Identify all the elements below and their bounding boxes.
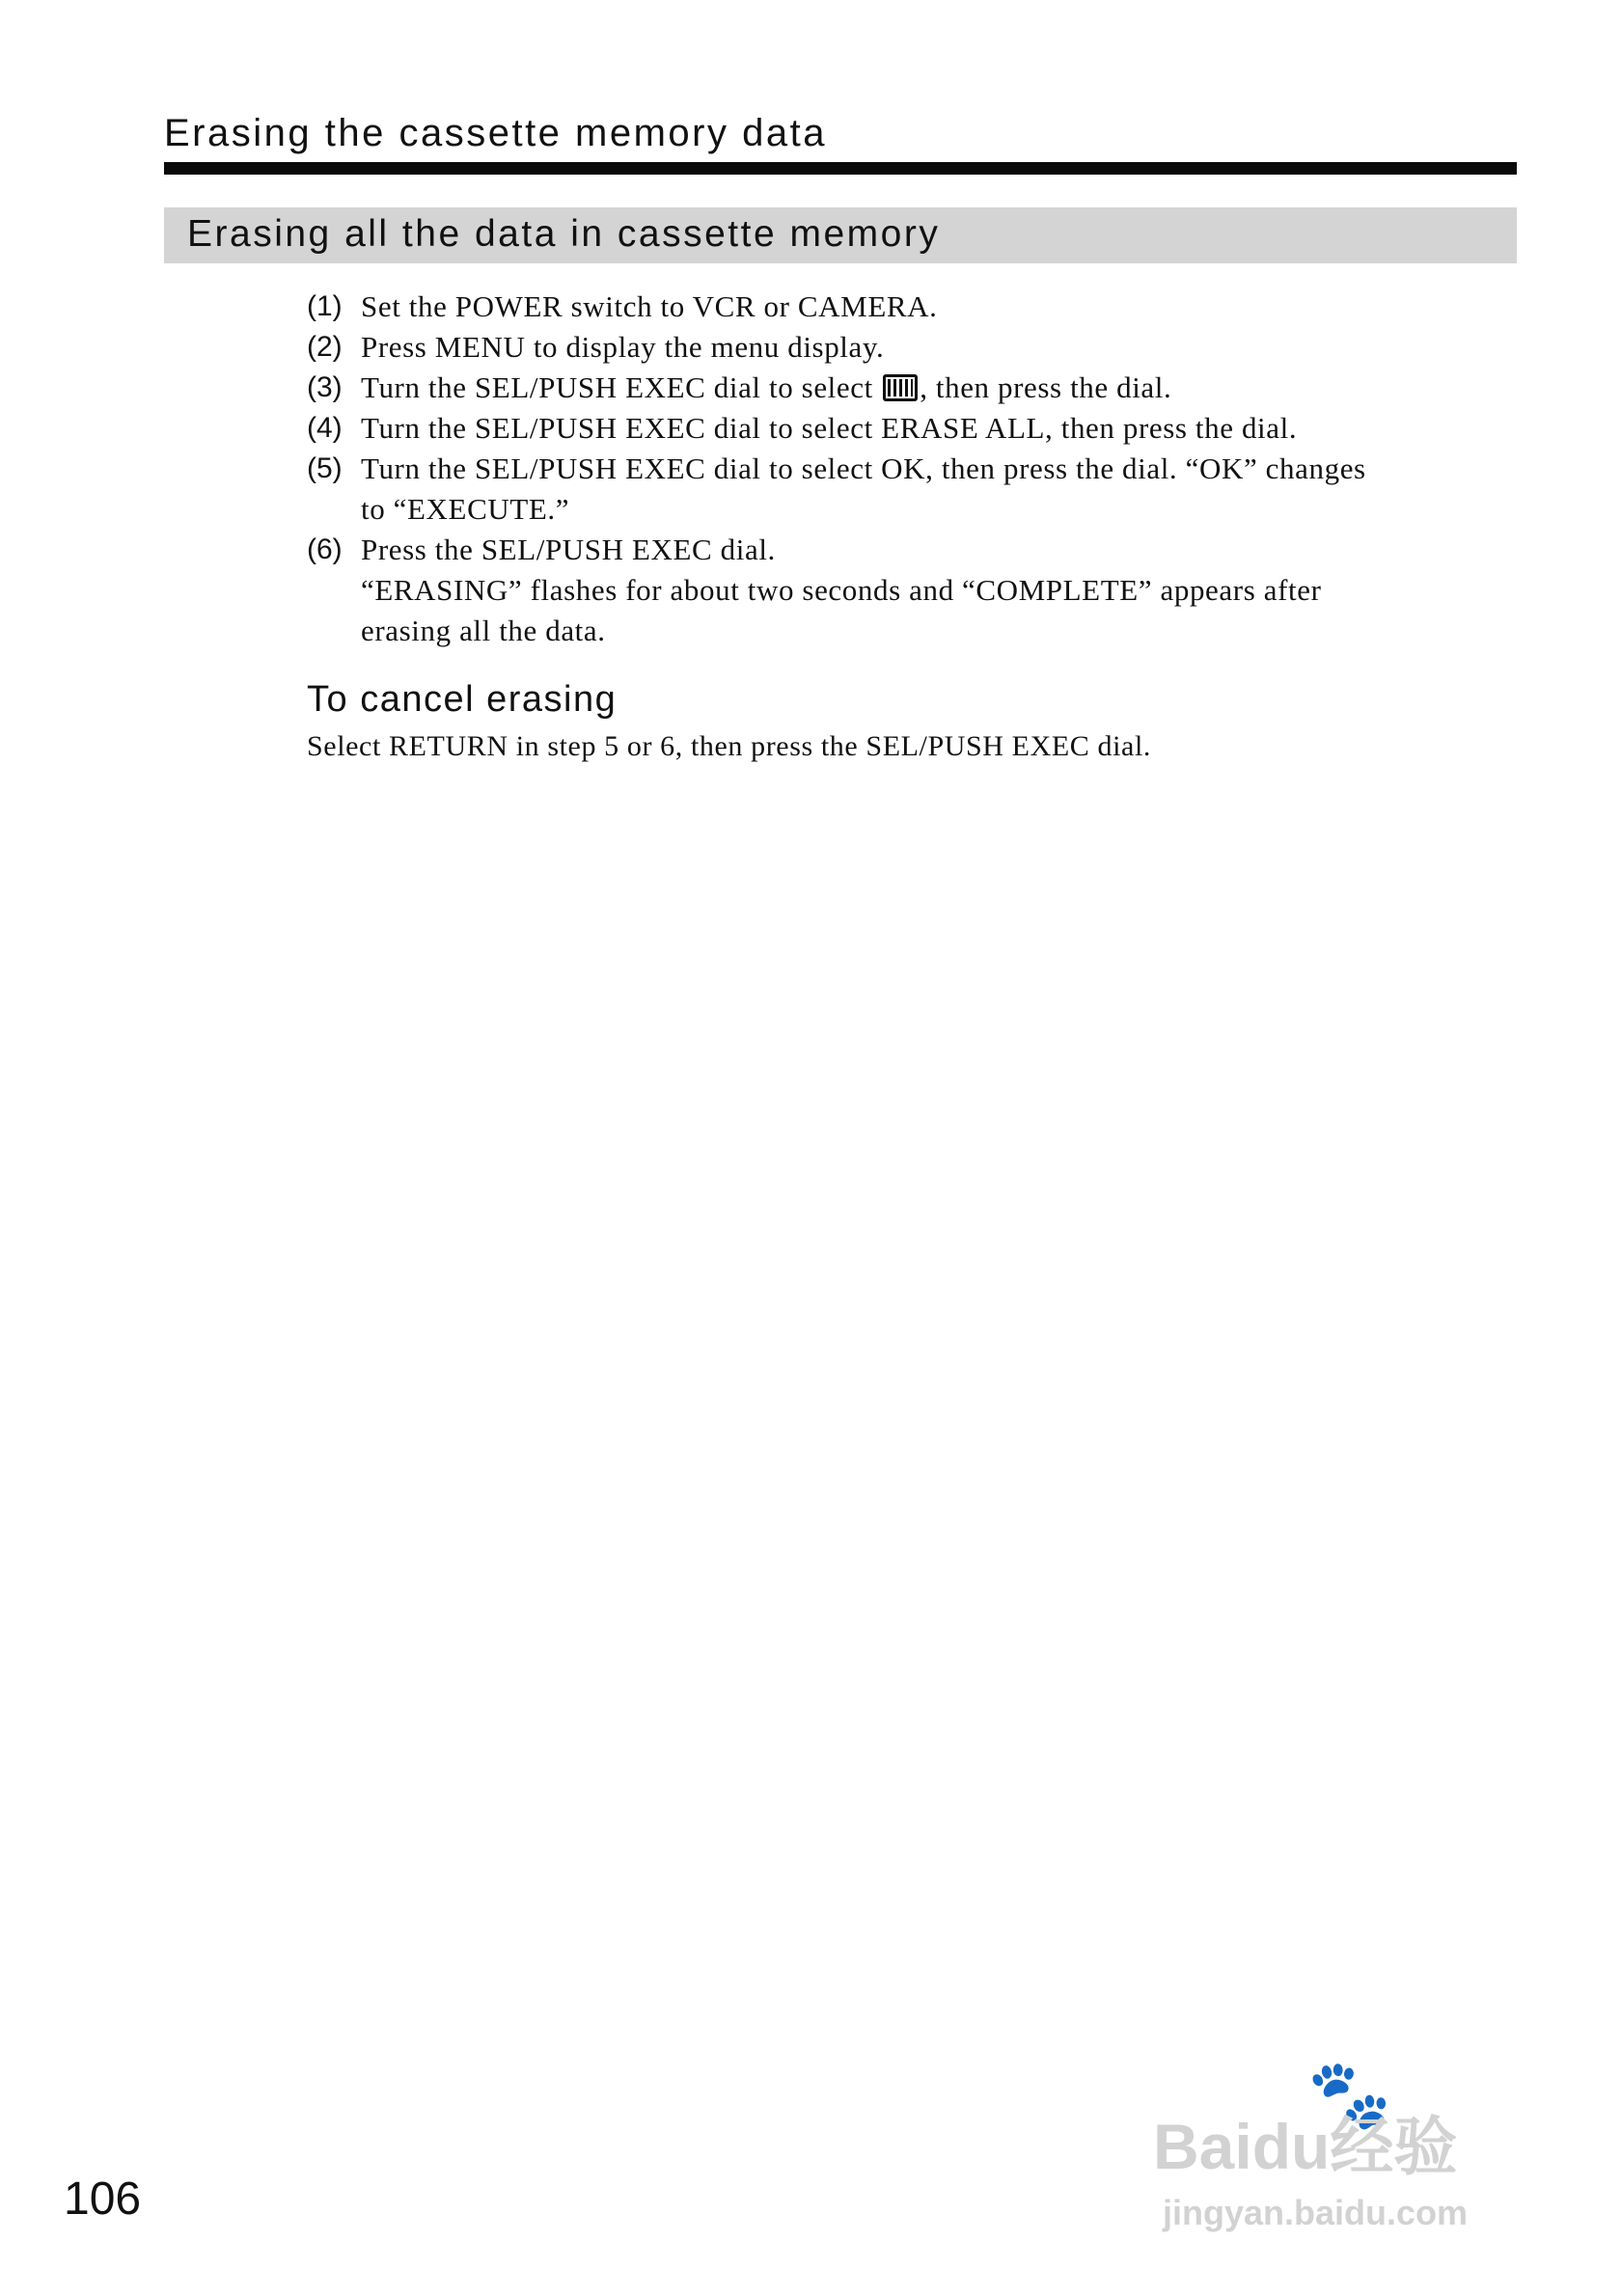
step-line: Set the POWER switch to VCR or CAMERA. — [361, 289, 938, 323]
step-item — [307, 408, 1525, 449]
page-number: 106 — [64, 2173, 142, 2225]
step-text — [361, 408, 1297, 449]
cassette-memory-menu-icon — [883, 374, 918, 401]
paw-icon: 🐾 — [1307, 2057, 1392, 2132]
step-text — [361, 287, 937, 327]
step-line: Turn the SEL/PUSH EXEC dial to select ERASE ALL, then press the dial. — [361, 411, 1298, 445]
step-number: (5) — [307, 452, 343, 484]
step-line: to “EXECUTE.” — [361, 492, 570, 526]
subsection-title: Erasing all the data in cassette memory — [187, 213, 941, 255]
step-text-before-icon: Turn the SEL/PUSH EXEC dial to select — [361, 370, 873, 404]
step-item — [307, 287, 1525, 327]
cancel-heading: To cancel erasing — [307, 679, 618, 720]
step-text-after-icon: , then press the dial. — [920, 370, 1172, 404]
step-text — [361, 327, 884, 368]
step-text — [361, 530, 1322, 651]
step-line: Press MENU to display the menu display. — [361, 330, 885, 364]
baidu-watermark — [1153, 2057, 1539, 2244]
step-number: (1) — [307, 290, 343, 322]
step-text — [361, 368, 1171, 408]
section-title: Erasing the cassette memory data — [164, 112, 827, 154]
step-number: (4) — [307, 412, 343, 444]
step-item — [307, 530, 1525, 651]
step-line: Turn the SEL/PUSH EXEC dial to select OK, then press the dial. “OK” changes — [361, 451, 1366, 485]
step-number: (6) — [307, 533, 343, 565]
step-item — [307, 327, 1525, 368]
step-item — [307, 449, 1525, 530]
heading-rule — [164, 162, 1517, 175]
watermark-logo: Baidu经验 — [1153, 2111, 1458, 2182]
step-number: (3) — [307, 371, 343, 403]
step-line: Press the SEL/PUSH EXEC dial. — [361, 533, 776, 566]
step-line — [361, 368, 1171, 408]
step-text — [361, 449, 1366, 530]
step-line: “ERASING” flashes for about two seconds and “COMPLETE” appears after — [361, 573, 1322, 607]
step-number: (2) — [307, 331, 343, 363]
cancel-text: Select RETURN in step 5 or 6, then press the SEL/PUSH EXEC dial. — [307, 730, 1151, 762]
step-item — [307, 368, 1525, 408]
step-list — [307, 287, 1525, 651]
watermark-url: jingyan.baidu.com — [1163, 2193, 1469, 2232]
subsection-bar — [164, 207, 1517, 263]
step-line: erasing all the data. — [361, 614, 606, 647]
